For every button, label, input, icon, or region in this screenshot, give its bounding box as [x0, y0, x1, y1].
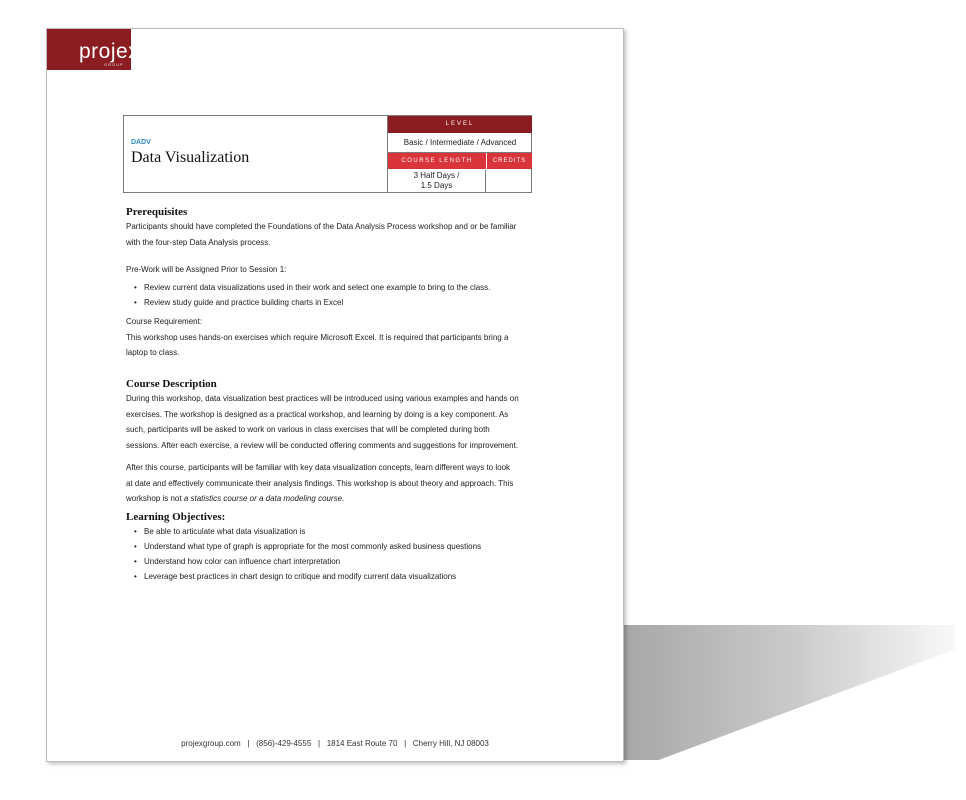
course-outcome-paragraph — [126, 460, 546, 507]
outcome-plain-text: workshop is not — [126, 494, 184, 503]
prework-label: Pre-Work will be Assigned Prior to Session 1: — [126, 265, 287, 274]
logo-subtext: GROUP — [104, 62, 124, 67]
course-title: Data Visualization — [131, 149, 250, 166]
course-length-line-1: 3 Half Days / — [413, 171, 460, 180]
requirement-label: Course Requirement: — [126, 317, 203, 326]
prerequisites-line-2: with the four-step Data Analysis process. — [126, 237, 271, 247]
footer-street: 1814 East Route 70 — [326, 739, 398, 748]
list-item: • Review study guide and practice building charts in Excel — [144, 295, 564, 310]
page-footer — [47, 739, 623, 748]
footer-website: projexgroup.com — [181, 739, 241, 748]
course-length-label: COURSE LENGTH — [388, 153, 486, 169]
footer-separator: | — [404, 739, 407, 748]
requirement-line-2: laptop to class. — [126, 348, 180, 357]
outcome-line: at date and effectively communicate their analysis findings. This workshop is about theory and approach. This — [126, 478, 514, 488]
logo-text: projex — [79, 40, 140, 63]
learning-objectives-section — [126, 510, 546, 584]
outcome-line-last — [126, 491, 546, 507]
list-item: • Be able to articulate what data visualization is — [144, 524, 546, 539]
course-code: DADV — [131, 139, 151, 146]
footer-separator: | — [247, 739, 250, 748]
list-item: • Understand how color can influence chart interpretation — [144, 554, 546, 569]
prework-list — [126, 280, 564, 310]
description-line: such, participants will be asked to work on various in class exercises that will be completed during both — [126, 425, 490, 434]
prerequisites-heading: Prerequisites — [126, 206, 188, 218]
course-requirement — [126, 314, 546, 361]
prerequisites-section — [126, 205, 546, 250]
course-header — [123, 115, 532, 193]
credits-label: CREDITS — [487, 153, 532, 169]
outcome-italic-text: a statistics course or a data modeling course. — [183, 494, 345, 503]
footer-separator: | — [317, 739, 321, 748]
course-info-grid — [387, 116, 532, 192]
description-line: During this workshop, data visualization best practices will be introduced using various examples and hands on — [126, 394, 519, 403]
description-line: exercises. The workshop is designed as a practical workshop, and learning by doing is a key component. As — [126, 409, 509, 419]
list-item: • Review current data visualizations used in their work and select one example to bring to the class. — [144, 280, 564, 295]
prerequisites-line-1: Participants should have completed the Foundations of the Data Analysis Process workshop and or be familiar — [126, 222, 517, 231]
requirement-line-1: This workshop uses hands-on exercises which require Microsoft Excel. It is required that participants bring a — [126, 332, 509, 342]
course-description-section — [126, 377, 546, 453]
list-item: • Understand what type of graph is appropriate for the most commonly asked business questions — [144, 539, 546, 554]
projex-logo — [47, 29, 140, 70]
list-item: • Leverage best practices in chart design to critique and modify current data visualizations — [144, 569, 546, 584]
outcome-line: After this course, participants will be familiar with key data visualization concepts, learn different ways to look — [126, 463, 511, 472]
course-length-value — [388, 170, 486, 192]
learning-objectives-heading: Learning Objectives: — [126, 511, 226, 523]
credits-value — [487, 170, 532, 192]
description-line: sessions. After each exercise, a review will be conducted offering comments and suggestions for improvement. — [126, 440, 519, 450]
course-length-line-2: 1.5 Days — [420, 181, 453, 190]
footer-city: Cherry Hill, NJ 08003 — [412, 739, 489, 748]
level-value: Basic / Intermediate / Advanced — [388, 133, 532, 153]
level-label: LEVEL — [388, 116, 532, 133]
footer-phone: (856)-429-4555 — [256, 739, 312, 748]
course-description-heading: Course Description — [126, 378, 217, 390]
document-page — [46, 28, 624, 762]
objectives-list — [126, 524, 546, 584]
